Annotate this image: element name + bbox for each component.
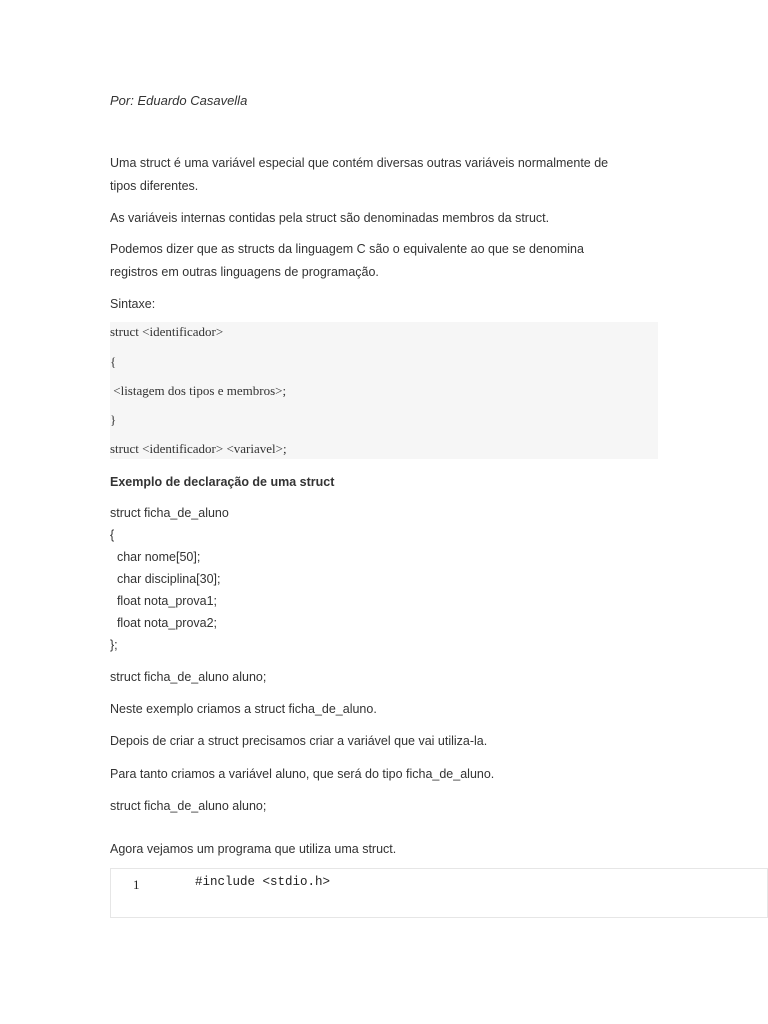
paragraph-text: struct ficha_de_aluno aluno; [110,799,267,813]
code-listing [110,868,768,918]
paragraph-text: registros em outras linguagens de programação. [110,265,379,279]
syntax-line: struct <identificador> <variavel>; [110,441,287,456]
code-line: char nome[50]; [110,550,201,564]
author-byline: Por: Eduardo Casavella [110,93,248,108]
code-line: float nota_prova1; [110,594,218,608]
code-line: { [110,528,115,542]
line-number: 1 [133,877,140,892]
code-line: }; [110,638,118,652]
code-line: struct ficha_de_aluno [110,506,229,520]
paragraph-text: Depois de criar a struct precisamos criar a variável que vai utiliza-la. [110,734,488,748]
syntax-line: <listagem dos tipos e membros>; [110,383,287,398]
syntax-line: struct <identificador> [110,324,224,339]
paragraph-text: Podemos dizer que as structs da linguagem C são o equivalente ao que se denomina [110,242,584,256]
syntax-line: } [110,412,117,427]
paragraph-text: Neste exemplo criamos a struct ficha_de_aluno. [110,702,377,716]
paragraph-text: Agora vejamos um programa que utiliza uma struct. [110,842,397,856]
paragraph-text: Para tanto criamos a variável aluno, que será do tipo ficha_de_aluno. [110,767,495,781]
syntax-line: { [110,354,117,369]
code-line: float nota_prova2; [110,616,218,630]
paragraph-text: As variáveis internas contidas pela struct são denominadas membros da struct. [110,211,550,225]
code-line: char disciplina[30]; [110,572,221,586]
paragraph-text: tipos diferentes. [110,179,199,193]
paragraph-text: struct ficha_de_aluno aluno; [110,670,267,684]
paragraph-text: Uma struct é uma variável especial que contém diversas outras variáveis normalmente de [110,156,609,170]
syntax-label: Sintaxe: [110,297,156,311]
example-heading: Exemplo de declaração de uma struct [110,475,335,489]
code-line: #include <stdio.h> [195,875,331,889]
